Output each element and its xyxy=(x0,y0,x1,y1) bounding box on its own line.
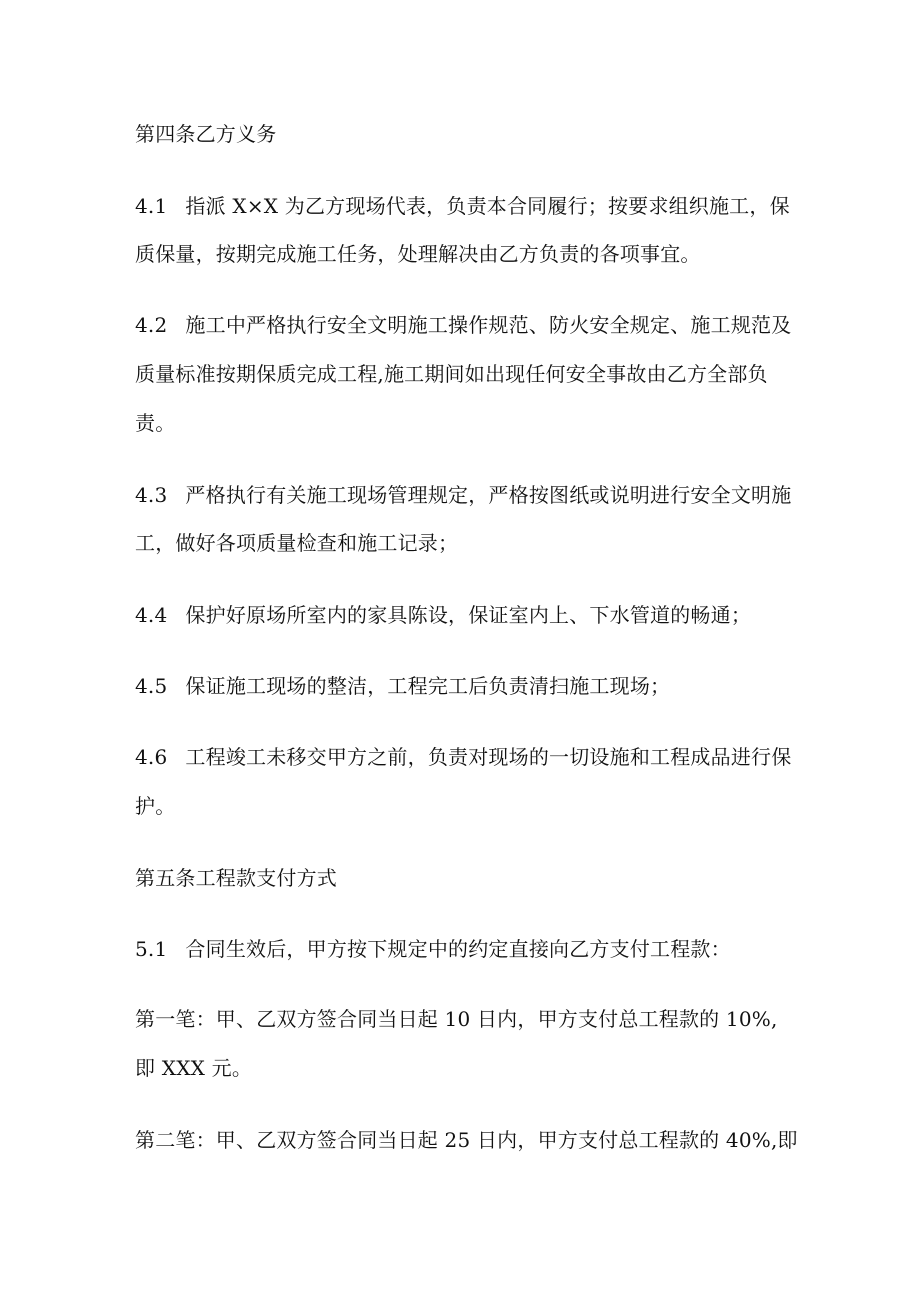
item-text: 保证施工现场的整洁，工程完工后负责清扫施工现场； xyxy=(185,674,671,698)
item-4-5-line-1 xyxy=(135,674,670,698)
item-text: 施工中严格执行安全文明施工操作规范、防火安全规定、施工规范及 xyxy=(185,313,792,337)
payment-1-line-2: 即 XXX 元。 xyxy=(135,1056,253,1080)
item-4-6-line-2: 护。 xyxy=(135,794,176,818)
item-text: 工程竣工未移交甲方之前，负责对现场的一切设施和工程成品进行保 xyxy=(185,745,792,769)
payment-2-line-1: 第二笔：甲、乙双方签合同当日起 25 日内，甲方支付总工程款的 40%,即 xyxy=(135,1128,798,1152)
item-text: 合同生效后，甲方按下规定中的约定直接向乙方支付工程款： xyxy=(185,937,731,961)
item-4-2-line-1 xyxy=(135,313,791,337)
section-5-heading: 第五条工程款支付方式 xyxy=(135,866,337,890)
item-4-3-line-1 xyxy=(135,483,791,507)
item-number: 4.5 xyxy=(135,674,168,698)
item-number: 4.6 xyxy=(135,745,168,769)
item-text: 保护好原场所室内的家具陈设，保证室内上、下水管道的畅通； xyxy=(185,603,752,627)
item-4-2-line-3: 责。 xyxy=(135,411,176,435)
item-text: 指派 X×X 为乙方现场代表，负责本合同履行；按要求组织施工，保 xyxy=(185,194,790,218)
item-number: 4.3 xyxy=(135,483,168,507)
item-text: 严格执行有关施工现场管理规定，严格按图纸或说明进行安全文明施 xyxy=(185,483,792,507)
payment-1-line-1: 第一笔：甲、乙双方签合同当日起 10 日内，甲方支付总工程款的 10%, xyxy=(135,1007,778,1031)
item-number: 4.4 xyxy=(135,603,168,627)
item-number: 5.1 xyxy=(135,937,168,961)
item-4-6-line-1 xyxy=(135,745,791,769)
section-4-heading: 第四条乙方义务 xyxy=(135,122,277,146)
item-4-1-line-1 xyxy=(135,194,790,218)
item-4-4-line-1 xyxy=(135,603,751,627)
item-number: 4.1 xyxy=(135,194,168,218)
item-4-1-line-2: 质保量，按期完成施工任务，处理解决由乙方负责的各项事宜。 xyxy=(135,242,701,266)
item-number: 4.2 xyxy=(135,313,168,337)
item-4-3-line-2: 工，做好各项质量检查和施工记录； xyxy=(135,531,459,555)
item-5-1-line-1 xyxy=(135,937,731,961)
item-4-2-line-2: 质量标准按期保质完成工程,施工期间如出现任何安全事故由乙方全部负 xyxy=(135,362,768,386)
